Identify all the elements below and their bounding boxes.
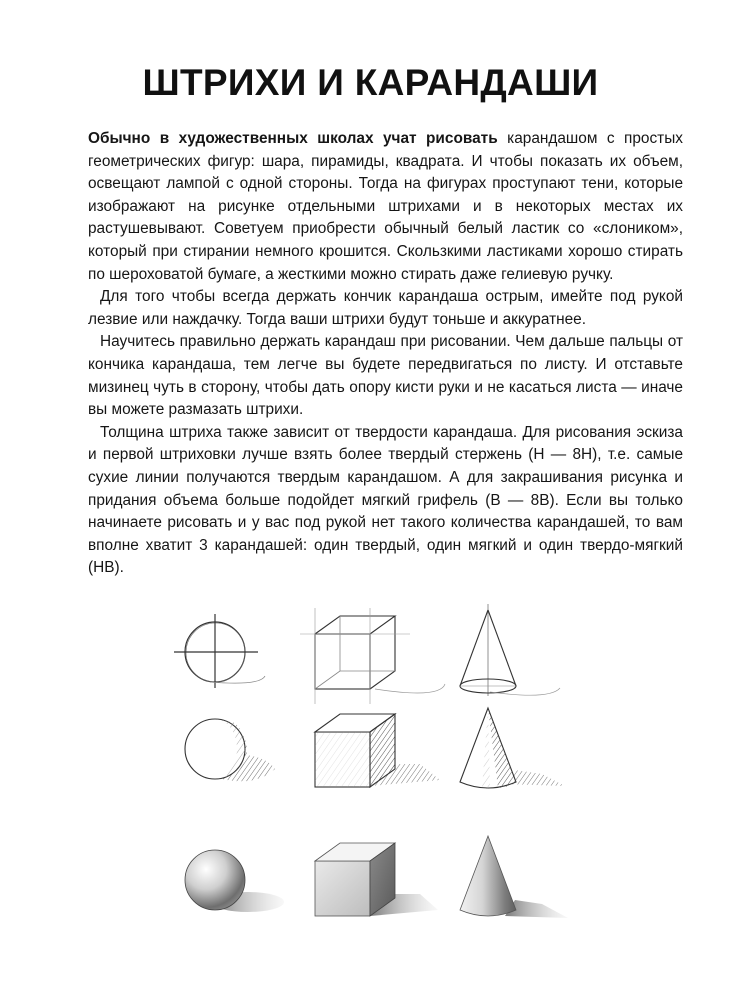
paragraph-1-text: карандашом с простых геометрических фигур: шара, пирамиды, квадрата. И чтобы показать их объем, освещают лампой с одной стороны. Тогда на фигурах проступают тени, которые изображают на рисунке отдельными штрихами и в некоторых местах их растушевывают. Советуем приобрести обычный белый ластик со «слоником», который при стирании немного крошится. Скользкими ластиками хорошо стирать по шероховатой бумаге, а жесткими можно стирать даже гелиевую ручку. xyxy=(88,130,683,283)
cube-shaded xyxy=(315,843,438,916)
paragraph-4: Толщина штриха также зависит от твердости карандаша. Для рисования эскиза и первой штриховки лучше взять более твердый стержень (H — 8H), т.е. самые сухие линии получаются твердым карандашом. А для закрашивания рисунка и придания объема больше подойдет мягкий грифель (B — 8B). Если вы только начинаете рисовать и у вас под рукой нет такого количества карандашей, то вам вполне хватит 3 карандашей: один твердый, один мягкий и один твердо-мягкий (HB). xyxy=(88,423,683,577)
paragraph-3: Научитесь правильно держать карандаш при рисовании. Чем дальше пальцы от кончика карандаша, тем легче вы будете передвигаться по листу. И отставьте мизинец чуть в сторону, чтобы дать опору кисти руки и не касаться листа — иначе вы можете размазать штрихи. xyxy=(88,333,683,419)
cone-hatching xyxy=(460,708,565,789)
page-title: ШТРИХИ И КАРАНДАШИ xyxy=(142,62,599,103)
shapes-drawing xyxy=(170,604,590,949)
cone-construction xyxy=(460,604,560,696)
paragraph-1 xyxy=(88,128,683,286)
article-body xyxy=(88,128,683,580)
sphere-hatching xyxy=(185,719,275,781)
sphere-construction xyxy=(174,614,265,688)
cube-construction xyxy=(300,608,445,704)
cone-shaded xyxy=(460,836,568,918)
paragraph-1-lead: Обычно в художественных школах учат рисовать xyxy=(88,130,498,147)
sphere-shaded xyxy=(185,850,284,912)
paragraph-2: Для того чтобы всегда держать кончик карандаша острым, имейте под рукой лезвие или наждачку. Тогда ваши штрихи будут тоньше и аккуратнее. xyxy=(88,288,683,328)
geometric-shapes-illustration xyxy=(170,604,590,949)
cube-hatching xyxy=(315,714,440,787)
